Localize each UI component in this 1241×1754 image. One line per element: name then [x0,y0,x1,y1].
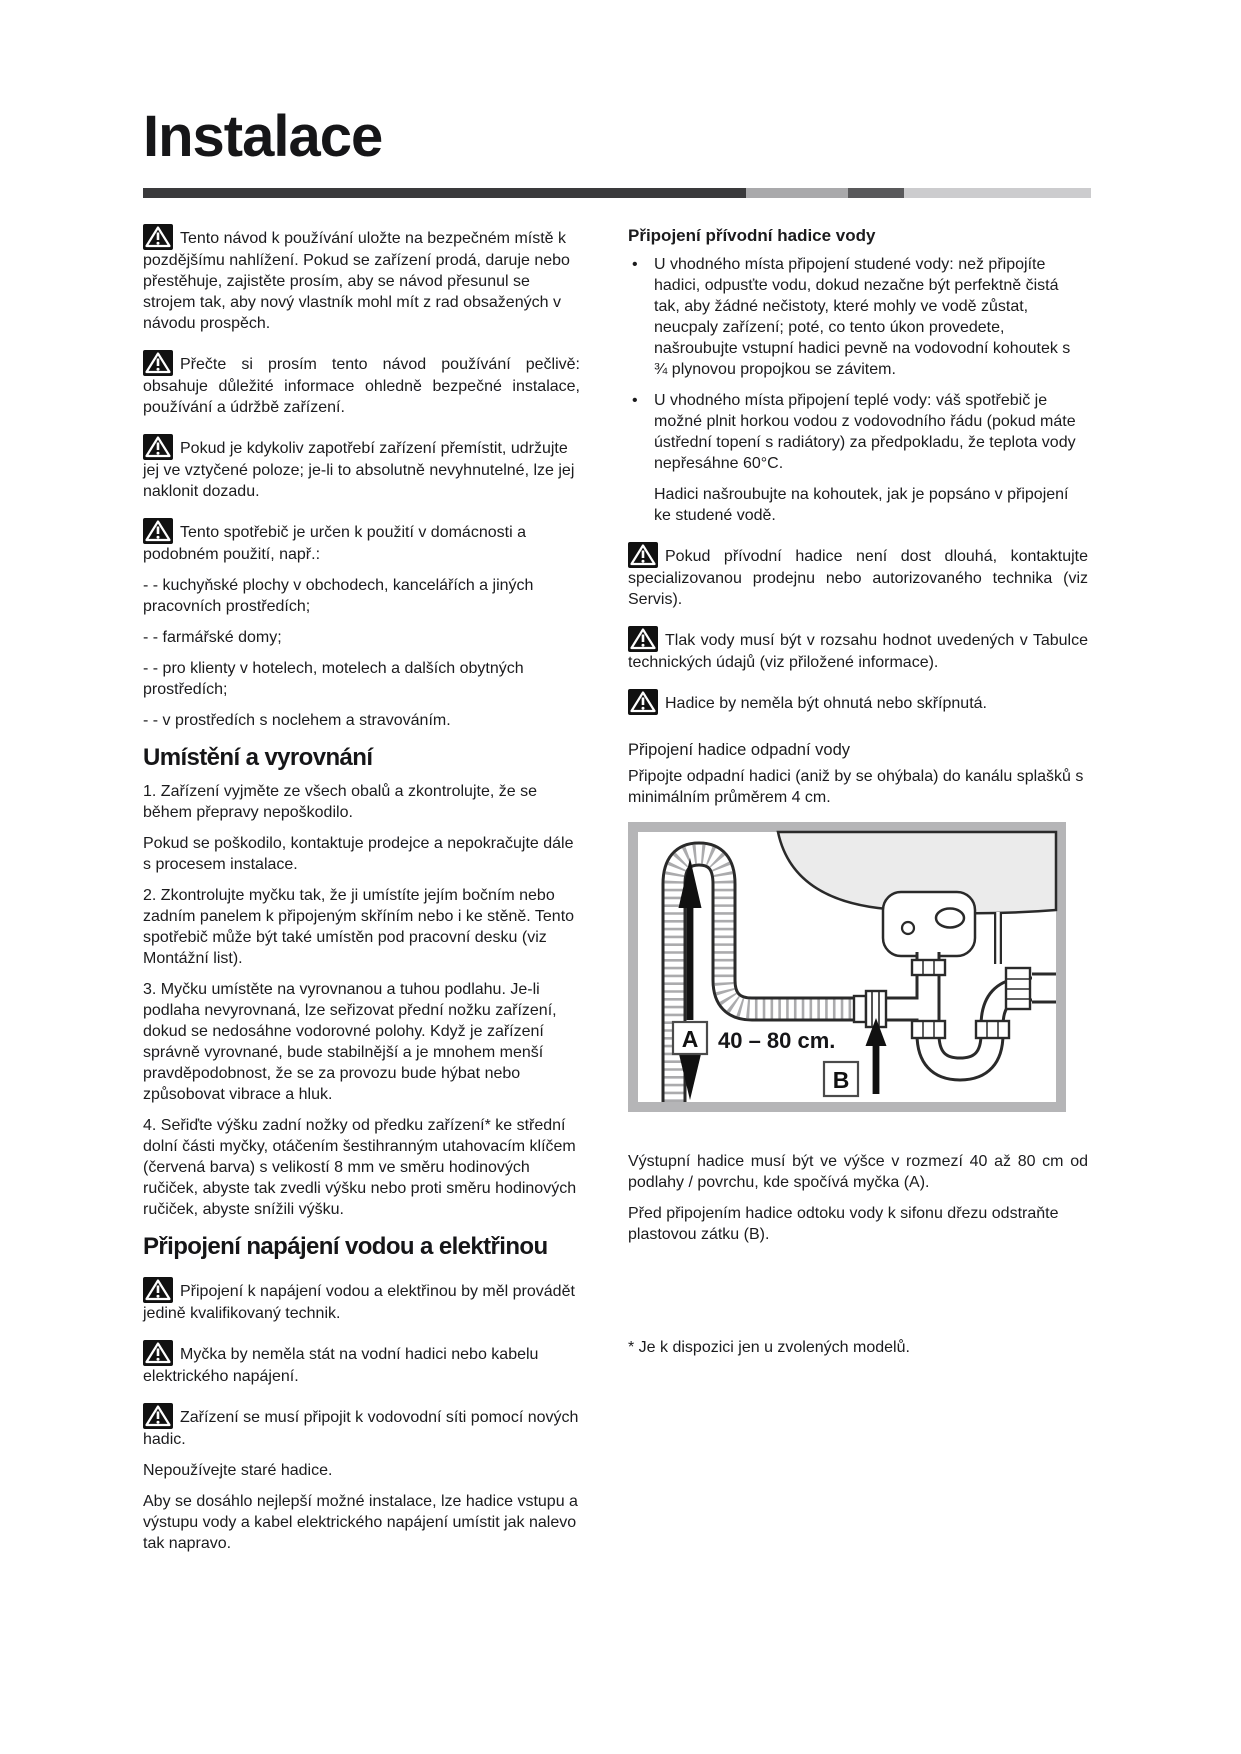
sink-drain-flange [883,892,975,956]
paragraph-drain-connection: Připojte odpadní hadici (aniž by se ohýbala) do kanálu splašků s minimálním průměrem 4 cm. [628,768,1084,806]
positioning-step-1b: Pokud se poškodilo, kontaktuje prodejce a nepokračujte dále s procesem instalace. [143,835,574,874]
footnote-selected-models: * Je k dispozici jen u zvolených modelů. [628,1339,910,1356]
warning-triangle-icon [143,350,173,376]
paragraph-text: Hadice by neměla být ohnutá nebo skřípnutá. [665,695,987,712]
paragraph-text: Připojení k napájení vodou a elektřinou by měl provádět jedině kvalifikovaný technik. [143,1282,575,1322]
warning-triangle-icon [143,518,173,544]
paragraph-text: Zařízení se musí připojit k vodovodní síti pomocí nových hadic. [143,1408,579,1448]
paragraph-text: Tlak vody musí být v rozsahu hodnot uvedených v Tabulce technických údajů (viz přiložené informace). [628,632,1088,671]
paragraph-keep-manual [143,224,580,334]
paragraph-read-carefully [143,350,580,418]
title-divider-bar [143,188,1091,198]
bullet-text: U vhodného místa připojení studené vody: než připojíte hadici, odpusťte vodu, dokud nezačne být perfektně čistá tak, aby žádné nečistoty, které mohly ve vodě zůstat, neucpaly zařízení; poté, co tento úkon provedete, našroubujte vstupní hadici pevně na vodovodní kohoutek s ¾ plynovou propojkou se závitem. [654,256,1071,378]
heading-supply-hose: Připojení přívodní hadice vody [628,226,876,245]
paragraph-text: Pokud přívodní hadice není dost dlouhá, kontaktujte specializovanou prodejnu nebo autorizovaného technika (viz Servis). [628,548,1088,608]
paragraph-new-hoses [143,1403,580,1450]
bullet-cold-water [628,254,1088,380]
paragraph-domestic-use [143,518,580,565]
paragraph-moving [143,434,580,502]
heading-drain-hose: Připojení hadice odpadní vody [628,741,850,759]
warning-triangle-icon [628,542,658,568]
warning-triangle-icon [143,224,173,250]
right-column [628,224,1088,1368]
positioning-step-4: 4. Seřiďte výšku zadní nožky od předku zařízení* ke střední dolní části myčky, otáčením šestihranným utahovacím klíčem (červená barva) s velikostí 8 mm ve směru hodinových ručiček, abyste tak zvedli výšku nebo proti směru hodinových ručiček, abyste snížili výšku. [143,1117,577,1219]
paragraph-left-right-placement: Aby se dosáhlo nejlepší možné instalace, lze hadice vstupu a výstupu vody a kabel elektrického napájení umístit jak nalevo tak napravo. [143,1492,578,1552]
paragraph-hose-not-bent [628,689,1088,715]
paragraph-hose-too-short [628,542,1088,610]
positioning-step-2: 2. Zkontrolujte myčku tak, že ji umístíte jejím bočním nebo zadním panelem k připojeným skříním nebo i ke stěně. Tento spotřebič může být také umístěn pod pracovní desku (viz Montážní list). [143,887,575,968]
paragraph-text: Myčka by neměla stát na vodní hadici nebo kabelu elektrického napájení. [143,1345,539,1385]
divider-segment-mid [848,188,904,198]
paragraph-remove-plug: Před připojením hadice odtoku vody k sifonu dřezu odstraňte plastovou zátku (B). [628,1205,1059,1243]
warning-triangle-icon [628,689,658,715]
page-title: Instalace [143,104,383,169]
label-b: B [832,1067,850,1093]
paragraph-text: Tento návod k používání uložte na bezpečném místě k pozdějšímu nahlížení. Pokud se zařízení prodá, daruje nebo přestěhuje, zajistěte prosím, aby se návod přesunul se strojem tak, aby nový vlastník mohl mít z rad obsažených v návodu prospěch. [143,230,570,332]
divider-segment-gray [746,188,848,198]
paragraph-qualified-technician [143,1277,580,1324]
drain-hose-diagram [628,822,1088,1117]
section-heading-positioning: Umístění a vyrovnání [143,744,373,771]
paragraph-screw-to-tap: Hadici našroubujte na kohoutek, jak je popsáno v připojení ke studené vodě. [654,486,1069,524]
positioning-step-3: 3. Myčku umístěte na vyrovnanou a tuhou podlahu. Je-li podlaha nevyrovnaná, lze seřizovat přední nožku zařízení, dokud se nedosáhne vodorovné polohy. Když je zařízení správně vyrovnané, bude stabilnější a je mnohem menší pravděpodobnost, že se za provozu bude hýbat nebo způsobovat vibrace a hluk. [143,981,557,1104]
left-column [143,224,580,1564]
bullet-text: U vhodného místa připojení teplé vody: váš spotřebič je možné plnit horkou vodou z vodovodního řádu (pokud máte ústřední topení s radiátory) za předpokladu, že teplota vody nepřesáhne 60°C. [654,392,1076,472]
hose-fitting-nut [854,991,886,1027]
paragraph-outlet-height: Výstupní hadice musí být ve výšce v rozmezí 40 až 80 cm od podlahy / povrchu, kde spočívá myčka (A). [628,1153,1088,1191]
bullet-marker: • [632,392,638,409]
section-heading-connections: Připojení napájení vodou a elektřinou [143,1233,548,1261]
use-case-item: - - v prostředích s noclehem a stravováním. [143,712,451,729]
paragraph-no-old-hoses: Nepoužívejte staré hadice. [143,1461,333,1479]
positioning-step-1: 1. Zařízení vyjměte ze všech obalů a zkontrolujte, že se během přepravy nepoškodilo. [143,783,537,822]
sink-siphon-illustration [628,822,1066,1112]
paragraph-text: Přečte si prosím tento návod používání pečlivě: obsahuje důležité informace ohledně bezpečné instalace, používání a údržbě zařízení. [143,356,580,416]
paragraph-water-pressure [628,626,1088,673]
paragraph-text: Tento spotřebič je určen k použití v domácnosti a podobném použití, např.: [143,524,526,563]
paragraph-not-on-hose [143,1340,580,1387]
paragraph-text: Pokud je kdykoliv zapotřebí zařízení přemístit, udržujte jej ve vztyčené poloze; je-li to absolutně nevyhnutelné, lze jej naklonit dozadu. [143,440,575,500]
height-range-text: 40 – 80 cm. [718,1028,836,1053]
warning-triangle-icon [628,626,658,652]
bullet-hot-water [628,390,1088,474]
use-case-item: - - pro klienty v hotelech, motelech a dalších obytných prostředích; [143,660,524,698]
bullet-marker: • [632,256,638,273]
warning-triangle-icon [143,1277,173,1303]
use-case-item: - - kuchyňské plochy v obchodech, kancelářích a jiných pracovních prostředích; [143,577,534,615]
warning-triangle-icon [143,434,173,460]
use-case-item: - - farmářské domy; [143,629,282,646]
warning-triangle-icon [143,1403,173,1429]
label-a: A [681,1026,699,1052]
divider-segment-dark [143,188,746,198]
warning-triangle-icon [143,1340,173,1366]
two-column-layout [143,224,1091,1564]
divider-segment-light [904,188,1091,198]
